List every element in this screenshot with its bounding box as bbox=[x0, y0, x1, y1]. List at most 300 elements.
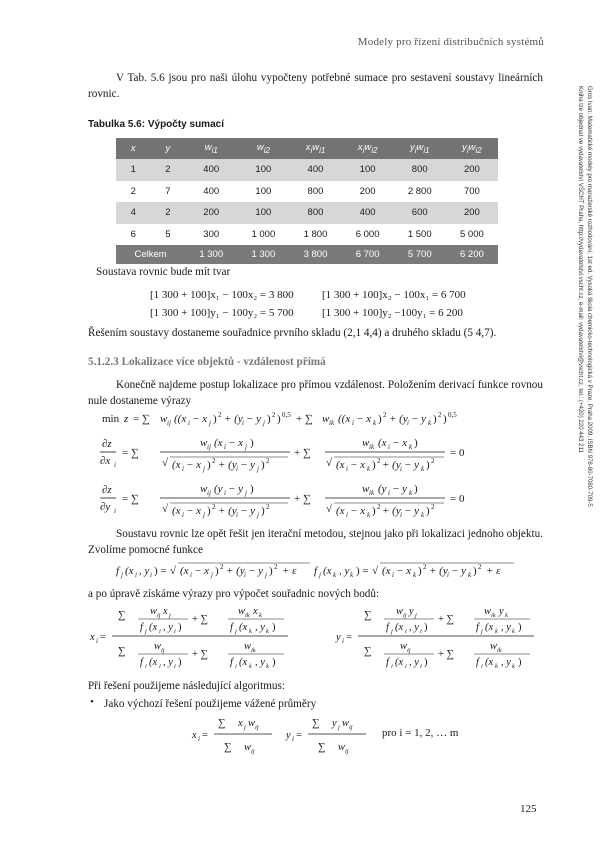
svg-text:=: = bbox=[346, 632, 352, 643]
svg-text:(x: (x bbox=[323, 565, 332, 577]
svg-text:(x: (x bbox=[239, 622, 248, 633]
svg-text:k: k bbox=[367, 465, 371, 473]
svg-text:2: 2 bbox=[212, 457, 216, 465]
svg-text:2: 2 bbox=[431, 503, 435, 511]
svg-text:j: j bbox=[235, 628, 237, 635]
svg-text:((x: ((x bbox=[338, 413, 351, 425]
svg-text:k: k bbox=[249, 628, 252, 635]
svg-text:− x: − x bbox=[186, 505, 202, 517]
svg-text:j: j bbox=[265, 571, 267, 579]
iteration-paragraph: Soustavu rovnic lze opět řešit jen iterační metodou, stejnou jako při lokalizaci jednoho objektu. Zvolíme pomocné funkce bbox=[88, 528, 543, 556]
svg-text:f: f bbox=[116, 565, 120, 577]
svg-text:): ) bbox=[178, 622, 182, 633]
svg-text:i: i bbox=[242, 419, 244, 427]
svg-text:f: f bbox=[230, 622, 233, 633]
svg-text:): ) bbox=[269, 565, 273, 577]
svg-text:i: i bbox=[388, 489, 390, 497]
svg-text:): ) bbox=[518, 657, 522, 668]
col-header: $y_iw_{i2}$ bbox=[446, 138, 498, 159]
svg-text:j: j bbox=[391, 628, 393, 635]
side-note-line-1: Gros Ivan: Matematické modely pro manažerské rozhodování, 1st ed. Vysoká škola chemicko-technologická v Praze, Praha 2009, ISBN 978-80-7080-709-5 bbox=[586, 86, 593, 507]
svg-text:+ ε: + ε bbox=[486, 565, 501, 577]
svg-text:i: i bbox=[224, 489, 226, 497]
svg-text:j: j bbox=[244, 724, 246, 731]
svg-text:− y: − y bbox=[228, 483, 244, 495]
svg-text:+ ∑: + ∑ bbox=[296, 413, 313, 425]
svg-text:k: k bbox=[495, 663, 498, 668]
svg-text:√: √ bbox=[162, 503, 169, 515]
col-header: $y_iw_{i1}$ bbox=[394, 138, 446, 159]
svg-text:2: 2 bbox=[266, 457, 270, 465]
svg-text:): ) bbox=[414, 483, 418, 495]
svg-text:0,5: 0,5 bbox=[282, 411, 291, 419]
svg-text:− y: − y bbox=[246, 413, 262, 425]
table-row: 4 2 200 100 800 400 600 200 bbox=[116, 202, 498, 224]
svg-text:j: j bbox=[391, 663, 393, 668]
svg-text:): ) bbox=[518, 622, 522, 633]
svg-text:+ (y: + (y bbox=[382, 459, 401, 471]
svg-text:+ (y: + (y bbox=[389, 413, 408, 425]
svg-text:k: k bbox=[266, 628, 269, 635]
svg-text:i: i bbox=[198, 735, 200, 743]
svg-text:f: f bbox=[140, 657, 143, 668]
svg-text:k: k bbox=[249, 663, 252, 668]
page-number: 125 bbox=[520, 803, 537, 815]
svg-text:): ) bbox=[272, 622, 276, 633]
svg-text:): ) bbox=[372, 505, 376, 517]
index-range: pro i = 1, 2, … m bbox=[382, 727, 459, 739]
svg-text:k: k bbox=[333, 571, 337, 579]
svg-text:w: w bbox=[484, 606, 492, 617]
svg-text:): ) bbox=[414, 437, 418, 449]
svg-text:∑: ∑ bbox=[118, 610, 126, 621]
svg-text:+ ∑: + ∑ bbox=[192, 614, 209, 625]
svg-text:ij: ij bbox=[255, 724, 259, 731]
svg-text:∑: ∑ bbox=[312, 718, 320, 729]
svg-text:ik: ik bbox=[491, 612, 496, 619]
svg-text:j: j bbox=[257, 465, 259, 473]
svg-text:+ ∑: + ∑ bbox=[294, 447, 311, 459]
svg-text:): ) bbox=[272, 657, 276, 668]
col-header: $w_{i1}$ bbox=[185, 138, 237, 159]
solution-text: Řešením soustavy dostaneme souřadnice prvního skladu (2,1 4,4) a druhého skladu (5 4,7). bbox=[88, 327, 497, 339]
sums-table bbox=[116, 138, 498, 264]
svg-text:ij: ij bbox=[349, 724, 353, 731]
svg-text:j: j bbox=[245, 489, 247, 497]
svg-text:∑: ∑ bbox=[118, 646, 126, 657]
svg-text:x: x bbox=[253, 606, 258, 617]
svg-text:(y: (y bbox=[214, 483, 223, 495]
svg-text:): ) bbox=[178, 657, 182, 668]
svg-text:j: j bbox=[263, 419, 265, 427]
svg-text:=: = bbox=[202, 730, 208, 741]
svg-text:k: k bbox=[505, 612, 508, 619]
svg-text:(x: (x bbox=[378, 437, 387, 449]
svg-text:+ (y: + (y bbox=[429, 565, 448, 577]
svg-text:w: w bbox=[362, 483, 370, 495]
svg-text:j: j bbox=[319, 571, 321, 579]
svg-text:− y: − y bbox=[248, 565, 264, 577]
bullet-text: Jako výchozí řešení použijeme vážené průměry bbox=[104, 698, 317, 710]
svg-text:): ) bbox=[426, 459, 430, 471]
svg-text:k: k bbox=[350, 571, 354, 579]
svg-text:): ) bbox=[418, 565, 422, 577]
svg-text:i: i bbox=[447, 571, 449, 579]
svg-text:, y: , y bbox=[139, 565, 150, 577]
svg-text:2: 2 bbox=[438, 411, 442, 419]
svg-text:): ) bbox=[433, 413, 437, 425]
svg-text:− y: − y bbox=[240, 459, 256, 471]
svg-text:= ∑: = ∑ bbox=[122, 493, 139, 505]
svg-text:f: f bbox=[314, 565, 318, 577]
svg-text:): ) bbox=[215, 565, 219, 577]
bullet-icon: • bbox=[90, 696, 94, 708]
svg-text:− y: − y bbox=[240, 505, 256, 517]
svg-text:i: i bbox=[342, 637, 344, 645]
svg-text:+ (y: + (y bbox=[218, 505, 237, 517]
svg-text:k: k bbox=[413, 571, 417, 579]
svg-text:i: i bbox=[405, 628, 407, 635]
svg-text:j: j bbox=[235, 663, 237, 668]
svg-text:k: k bbox=[259, 612, 262, 619]
svg-text:i: i bbox=[224, 443, 226, 451]
svg-text:j: j bbox=[121, 571, 123, 579]
svg-text:2: 2 bbox=[218, 411, 222, 419]
svg-text:, y: , y bbox=[255, 622, 265, 633]
svg-text:k: k bbox=[409, 443, 413, 451]
svg-text:(x: (x bbox=[395, 622, 404, 633]
svg-text:(x: (x bbox=[382, 565, 391, 577]
svg-text:j: j bbox=[209, 419, 211, 427]
svg-text:i: i bbox=[159, 628, 161, 635]
svg-text:j: j bbox=[169, 612, 171, 619]
svg-text:x: x bbox=[90, 632, 95, 643]
svg-text:− x: − x bbox=[350, 459, 366, 471]
svg-text:= ∑: = ∑ bbox=[122, 447, 139, 459]
svg-text:, y: , y bbox=[163, 622, 173, 633]
svg-text:2: 2 bbox=[431, 457, 435, 465]
side-note-line-2: Kniha lze objednat ve vydavatelství VŠCHT Praha, http://vydavatelstvi.vscht.cz, e-mail: vydavatelstvi@vscht.cz, tel.: (+420) 220 443 211 bbox=[577, 86, 584, 453]
svg-text:x: x bbox=[192, 730, 197, 741]
side-note bbox=[576, 86, 594, 507]
svg-text:w: w bbox=[400, 641, 408, 652]
svg-text:k: k bbox=[468, 571, 472, 579]
svg-text:w: w bbox=[342, 718, 350, 729]
svg-text:j: j bbox=[203, 511, 205, 519]
svg-text:): ) bbox=[378, 413, 382, 425]
svg-text:ij: ij bbox=[251, 748, 255, 755]
svg-text:): ) bbox=[473, 565, 477, 577]
svg-text:ik: ik bbox=[329, 419, 335, 427]
svg-text:√: √ bbox=[326, 457, 333, 469]
svg-text:k: k bbox=[421, 511, 425, 519]
svg-text:(x: (x bbox=[214, 437, 223, 449]
col-header: y bbox=[151, 138, 186, 159]
svg-text:k: k bbox=[495, 628, 498, 635]
table-caption: Tabulka 5.6: Výpočty sumací bbox=[88, 119, 224, 130]
svg-text:− x: − x bbox=[194, 565, 210, 577]
section-title: 5.1.2.3 Lokalizace více objektů - vzdálenost přímá bbox=[88, 356, 326, 368]
svg-text:− x: − x bbox=[192, 413, 208, 425]
svg-text:j: j bbox=[211, 571, 213, 579]
svg-text:, y: , y bbox=[163, 657, 173, 668]
svg-text:(x: (x bbox=[149, 622, 158, 633]
svg-text:w: w bbox=[362, 437, 370, 449]
svg-text:f: f bbox=[386, 657, 389, 668]
svg-text:) =: ) = bbox=[356, 565, 369, 577]
svg-text:k: k bbox=[266, 663, 269, 668]
svg-text:∑: ∑ bbox=[364, 610, 372, 621]
svg-text:+ ∑: + ∑ bbox=[438, 614, 455, 625]
svg-text:− y: − y bbox=[451, 565, 467, 577]
svg-text:, y: , y bbox=[501, 657, 511, 668]
svg-text:(x: (x bbox=[149, 657, 158, 668]
svg-text:): ) bbox=[267, 413, 271, 425]
svg-text:2: 2 bbox=[212, 503, 216, 511]
svg-text:√: √ bbox=[326, 503, 333, 515]
svg-text:min: min bbox=[102, 413, 120, 425]
svg-text:): ) bbox=[261, 505, 265, 517]
svg-text:− x: − x bbox=[356, 413, 372, 425]
svg-text:i: i bbox=[236, 465, 238, 473]
svg-text:j: j bbox=[415, 612, 417, 619]
svg-text:, y: , y bbox=[339, 565, 350, 577]
svg-text:k: k bbox=[512, 663, 515, 668]
svg-text:i: i bbox=[114, 507, 116, 515]
svg-text:+ (y: + (y bbox=[226, 565, 245, 577]
svg-text:y: y bbox=[336, 632, 341, 643]
svg-text:w: w bbox=[244, 641, 252, 652]
svg-text:k: k bbox=[428, 419, 432, 427]
svg-text:i: i bbox=[190, 571, 192, 579]
svg-text:j: j bbox=[481, 663, 483, 668]
svg-text:i: i bbox=[388, 443, 390, 451]
svg-text:2: 2 bbox=[220, 563, 224, 571]
svg-text:w: w bbox=[154, 641, 162, 652]
svg-text:0,5: 0,5 bbox=[448, 411, 457, 419]
svg-text:+ (y: + (y bbox=[382, 505, 401, 517]
svg-text:): ) bbox=[277, 413, 281, 425]
svg-text:): ) bbox=[261, 459, 265, 471]
svg-text:− x: − x bbox=[186, 459, 202, 471]
svg-text:): ) bbox=[424, 622, 428, 633]
svg-text:(x: (x bbox=[172, 505, 181, 517]
svg-text:y: y bbox=[286, 730, 291, 741]
svg-text:j: j bbox=[245, 443, 247, 451]
svg-text:(x: (x bbox=[125, 565, 134, 577]
svg-text:i: i bbox=[392, 571, 394, 579]
svg-text:k: k bbox=[512, 628, 515, 635]
svg-text:ij: ij bbox=[345, 748, 349, 755]
svg-text:∂y: ∂y bbox=[100, 501, 111, 513]
svg-text:f: f bbox=[386, 622, 389, 633]
svg-text:∑: ∑ bbox=[364, 646, 372, 657]
svg-text:k: k bbox=[409, 489, 413, 497]
svg-text:− x: − x bbox=[228, 437, 244, 449]
svg-text:i: i bbox=[346, 511, 348, 519]
svg-text:j: j bbox=[203, 465, 205, 473]
svg-text:ik: ik bbox=[497, 647, 502, 654]
svg-text:, y: , y bbox=[409, 622, 419, 633]
svg-text:(x: (x bbox=[239, 657, 248, 668]
svg-text:i: i bbox=[135, 571, 137, 579]
svg-text:i: i bbox=[405, 663, 407, 668]
svg-text:+ (y: + (y bbox=[224, 413, 243, 425]
svg-text:i: i bbox=[236, 511, 238, 519]
svg-text:): ) bbox=[207, 459, 211, 471]
svg-text:i: i bbox=[407, 419, 409, 427]
svg-text:=: = bbox=[100, 632, 106, 643]
svg-text:√: √ bbox=[372, 565, 379, 577]
svg-text:): ) bbox=[250, 437, 254, 449]
svg-text:− y: − y bbox=[404, 505, 420, 517]
svg-text:y: y bbox=[499, 606, 504, 617]
svg-text:f: f bbox=[476, 657, 479, 668]
svg-text:y: y bbox=[332, 718, 337, 729]
svg-text:j: j bbox=[257, 511, 259, 519]
svg-text:i: i bbox=[188, 419, 190, 427]
svg-text:∂z: ∂z bbox=[102, 438, 112, 450]
svg-text:k: k bbox=[421, 465, 425, 473]
svg-text:): ) bbox=[443, 413, 447, 425]
svg-text:(x: (x bbox=[395, 657, 404, 668]
svg-text:f: f bbox=[230, 657, 233, 668]
svg-text:i: i bbox=[182, 465, 184, 473]
svg-text:= 0: = 0 bbox=[450, 447, 465, 459]
svg-text:√: √ bbox=[162, 457, 169, 469]
svg-text:, y: , y bbox=[501, 622, 511, 633]
svg-text:2: 2 bbox=[272, 411, 276, 419]
svg-text:2: 2 bbox=[377, 457, 381, 465]
system-intro: Soustava rovnic bude mít tvar bbox=[96, 266, 231, 278]
svg-text:f: f bbox=[140, 622, 143, 633]
svg-text:ik: ik bbox=[369, 489, 375, 497]
svg-text:ik: ik bbox=[245, 612, 250, 619]
svg-text:): ) bbox=[213, 413, 217, 425]
svg-text:∑: ∑ bbox=[224, 742, 232, 753]
svg-text:i: i bbox=[182, 511, 184, 519]
svg-text:∂x: ∂x bbox=[100, 455, 111, 467]
equation-2: [1 300 + 100]x₂ − 100x₁ = 6 700 bbox=[322, 289, 466, 301]
algorithm-intro: Při řešení použijeme následující algoritmus: bbox=[88, 680, 285, 692]
svg-text:w: w bbox=[238, 606, 246, 617]
svg-text:w: w bbox=[150, 606, 158, 617]
svg-text:y: y bbox=[409, 606, 414, 617]
table-row: 6 5 300 1 000 1 800 6 000 1 500 5 000 bbox=[116, 224, 498, 246]
svg-text:√: √ bbox=[170, 565, 177, 577]
svg-text:=: = bbox=[296, 730, 302, 741]
table-row: 2 7 400 100 800 200 2 800 700 bbox=[116, 181, 498, 203]
svg-text:i: i bbox=[174, 628, 176, 635]
equation-1: [1 300 + 100]x₁ − 100x₂ = 3 800 bbox=[150, 289, 294, 301]
svg-text:w: w bbox=[200, 483, 208, 495]
svg-text:2: 2 bbox=[423, 563, 427, 571]
svg-text:i: i bbox=[346, 465, 348, 473]
svg-text:i: i bbox=[150, 571, 152, 579]
svg-text:∂z: ∂z bbox=[102, 484, 112, 496]
svg-text:): ) bbox=[250, 483, 254, 495]
svg-text:2: 2 bbox=[478, 563, 482, 571]
svg-text:(x: (x bbox=[485, 657, 494, 668]
svg-text:ij: ij bbox=[407, 647, 411, 654]
svg-text:i: i bbox=[244, 571, 246, 579]
svg-text:i: i bbox=[420, 663, 422, 668]
svg-text:− x: − x bbox=[396, 565, 412, 577]
svg-text:= 0: = 0 bbox=[450, 493, 465, 505]
svg-text:∑: ∑ bbox=[218, 718, 226, 729]
svg-text:) =: ) = bbox=[154, 565, 167, 577]
svg-text:ij: ij bbox=[403, 612, 407, 619]
svg-text:ik: ik bbox=[251, 647, 256, 654]
svg-text:+ ε: + ε bbox=[282, 565, 297, 577]
svg-text:i: i bbox=[400, 511, 402, 519]
svg-text:k: k bbox=[373, 419, 377, 427]
coordinate-formulas bbox=[88, 604, 548, 668]
derivative-formulas bbox=[100, 406, 550, 526]
svg-text:w: w bbox=[248, 718, 256, 729]
svg-text:i: i bbox=[400, 465, 402, 473]
svg-text:((x: ((x bbox=[174, 413, 187, 425]
svg-text:+ ∑: + ∑ bbox=[294, 493, 311, 505]
svg-text:(x: (x bbox=[180, 565, 189, 577]
svg-text:): ) bbox=[207, 505, 211, 517]
svg-text:, y: , y bbox=[255, 657, 265, 668]
after-paragraph: a po úpravě získáme výrazy pro výpočet souřadnic nových bodů: bbox=[88, 588, 380, 600]
svg-text:+ ∑: + ∑ bbox=[192, 649, 209, 660]
svg-text:ij: ij bbox=[161, 647, 165, 654]
svg-text:i: i bbox=[420, 628, 422, 635]
svg-text:): ) bbox=[372, 459, 376, 471]
svg-text:(y: (y bbox=[378, 483, 387, 495]
svg-text:w: w bbox=[160, 413, 168, 425]
svg-text:2: 2 bbox=[377, 503, 381, 511]
svg-text:i: i bbox=[114, 461, 116, 469]
svg-text:w: w bbox=[396, 606, 404, 617]
col-header: $x_iw_{i2}$ bbox=[342, 138, 394, 159]
col-header: $w_{i2}$ bbox=[237, 138, 289, 159]
svg-text:− y: − y bbox=[392, 483, 408, 495]
helper-functions bbox=[114, 558, 534, 584]
col-header: x bbox=[116, 138, 151, 159]
svg-text:, y: , y bbox=[409, 657, 419, 668]
svg-text:ij: ij bbox=[207, 443, 211, 451]
svg-text:i: i bbox=[292, 735, 294, 743]
running-header: Modely pro řízení distribučních systémů bbox=[357, 36, 544, 48]
svg-text:w: w bbox=[200, 437, 208, 449]
svg-text:+ (y: + (y bbox=[218, 459, 237, 471]
svg-text:): ) bbox=[426, 505, 430, 517]
svg-text:k: k bbox=[367, 511, 371, 519]
table-total-row: Celkem 1 300 1 300 3 800 6 700 5 700 6 200 bbox=[116, 245, 498, 264]
svg-text:− y: − y bbox=[404, 459, 420, 471]
svg-text:w: w bbox=[338, 742, 346, 753]
svg-text:f: f bbox=[476, 622, 479, 633]
svg-text:ik: ik bbox=[369, 443, 375, 451]
intro-paragraph: V Tab. 5.6 jsou pro naši úlohu vypočteny potřebné sumace pro sestavení soustavy lineárních rovnic. bbox=[88, 72, 543, 100]
svg-text:): ) bbox=[424, 657, 428, 668]
table-header-row bbox=[116, 138, 498, 159]
svg-text:2: 2 bbox=[266, 503, 270, 511]
svg-text:(x: (x bbox=[336, 505, 345, 517]
svg-text:i: i bbox=[96, 637, 98, 645]
svg-text:j: j bbox=[145, 663, 147, 668]
svg-text:ij: ij bbox=[207, 489, 211, 497]
svg-text:2: 2 bbox=[383, 411, 387, 419]
table-row: 1 2 400 100 400 100 800 200 bbox=[116, 159, 498, 181]
svg-text:(x: (x bbox=[336, 459, 345, 471]
svg-text:i: i bbox=[174, 663, 176, 668]
svg-text:+ ∑: + ∑ bbox=[438, 649, 455, 660]
